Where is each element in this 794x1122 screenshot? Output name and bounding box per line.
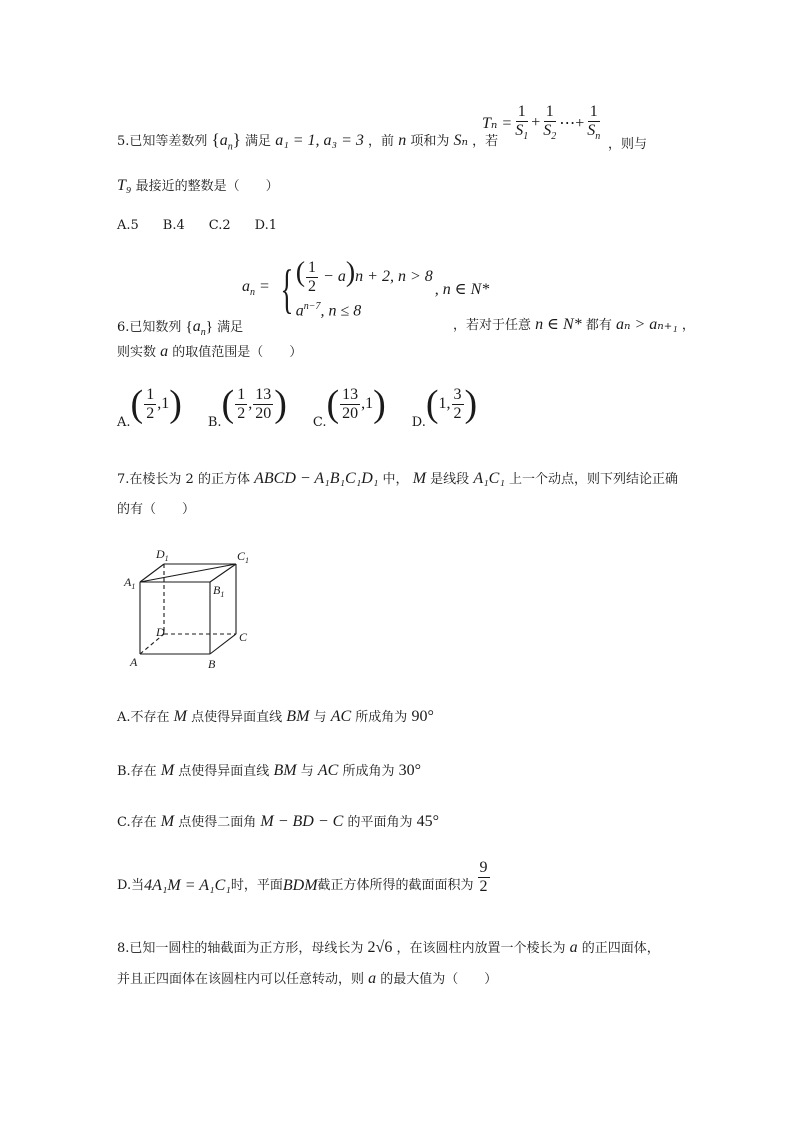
q5-option-a: A.5 <box>117 218 139 233</box>
q7-option-c: C.存在 M 点使得二面角 M − BD − C 的平面角为 45° <box>117 813 440 830</box>
q6-options <box>117 382 477 430</box>
label-A: A <box>130 655 138 669</box>
q6-piecewise: $a_n$ = { ( $\frac{1}{2}$ − a)n + 2, n > 8 $a^{n-7}$, n ≤ 8 , n ∈ N* <box>242 257 490 320</box>
q5-option-d: D.1 <box>254 218 278 233</box>
q5-tail: ，则与 <box>608 137 648 152</box>
diagonal-A1-C1 <box>140 564 236 582</box>
q7-line1 <box>117 468 678 488</box>
q5-S: Sₙ <box>453 132 468 149</box>
q6-a: a <box>160 343 169 360</box>
q5-option-c: C.2 <box>208 218 231 233</box>
label-C: C <box>239 630 248 644</box>
q5-line1 <box>117 130 498 152</box>
q7-option-d: D.当 4A₁M = A₁C₁ 时，平面 BDM 截正方体所得的截面面积为 $\frac{9}{2}$ <box>117 859 488 895</box>
q5-T-formula: Tₙ = $\frac{1}{S_1}$ + $\frac{1}{S_2}$ ⋯+ $\frac{1}{S_n}$ <box>482 103 601 143</box>
q5-ruo: ，若 <box>472 134 499 149</box>
q7-shi: 是线段 <box>430 472 470 487</box>
q6-line2-text: 则实数 <box>117 345 157 360</box>
q7-option-a: A.不存在 M 点使得异面直线 BM 与 AC 所成角为 90° <box>117 708 434 725</box>
q7-cube-name: ABCD − A₁B₁C₁D₁ <box>254 470 379 487</box>
q5-mid: ，前 <box>368 134 395 149</box>
q5-cond: a₁ = 1, a₃ = 3 <box>275 132 364 149</box>
q6-comma: ， <box>681 318 695 333</box>
q6-line1-tail <box>453 314 695 334</box>
q6-cond-text: ，若对于任意 <box>453 318 532 333</box>
q5-mid2: 项和为 <box>410 134 450 149</box>
q6-line1 <box>117 316 243 338</box>
q6-cond-math: n ∈ N* <box>535 316 582 333</box>
q5-T-term3: $\frac{1}{S_n}$ <box>587 103 601 143</box>
q6-option-d: D. ( 1, $\frac{3}{2}$ ) <box>411 383 478 430</box>
q7-zhong: 中， <box>382 472 409 487</box>
q6-prefix: 6.已知数列 <box>117 320 182 335</box>
q5-manzu: 满足 <box>245 134 272 149</box>
q7-line1a: 7.在棱长为 2 的正方体 <box>117 472 250 487</box>
q6-piece2: $a^{n-7}$, n ≤ 8 <box>295 300 362 320</box>
q5-line2-text: 最接近的整数是（ ） <box>135 179 279 194</box>
label-C1: $C_1$ <box>237 549 250 565</box>
q5-T9: T₉ <box>117 177 132 194</box>
edge-B-C <box>210 634 236 654</box>
q6-line2 <box>117 341 302 361</box>
q5-T-lhs: Tₙ = <box>482 115 513 133</box>
cube-figure <box>118 544 258 672</box>
q7-option-b: B.存在 M 点使得异面直线 BM 与 AC 所成角为 30° <box>117 762 422 779</box>
q6-option-b: B. ( $\frac{1}{2}$ , $\frac{13}{20}$ ) <box>207 383 287 430</box>
q6-piece1: ( $\frac{1}{2}$ − a)n + 2, n > 8 <box>295 257 433 295</box>
q5-T-term2: $\frac{1}{S_2}$ <box>543 103 557 143</box>
q5-options <box>117 218 277 233</box>
q7-line1b: 上一个动点，则下列结论正确 <box>509 472 679 487</box>
q8-line2: 并且正四面体在该圆柱内可以任意转动，则 a 的最大值为（ ） <box>117 970 498 987</box>
q6-ineq: aₙ > aₙ₊₁ <box>615 316 678 333</box>
q7-M: M <box>412 470 427 487</box>
q6-option-c: C. ( $\frac{13}{20}$ ,1 ) <box>312 383 386 430</box>
q7-line2: 的有（ ） <box>117 502 196 517</box>
q6-douyou: 都有 <box>585 318 612 333</box>
q5-n: n <box>398 132 407 149</box>
label-B: B <box>208 657 216 671</box>
label-D: D <box>156 625 165 639</box>
label-B1: $B_1$ <box>213 583 225 599</box>
q6-manzu: 满足 <box>217 320 244 335</box>
q8-length: 2√6 <box>367 939 393 956</box>
q5-prefix: 5.已知等差数列 <box>117 134 208 149</box>
q6-option-a: A. ( $\frac{1}{2}$ ,1 ) <box>117 383 182 430</box>
q5-T-term1: $\frac{1}{S_1}$ <box>515 103 529 143</box>
q6-line2-tail: 的取值范围是（ ） <box>172 345 303 360</box>
q6-domain: , n ∈ N* <box>434 280 490 298</box>
q7-seg: A₁C₁ <box>473 470 505 487</box>
q5-option-b: B.4 <box>162 218 185 233</box>
q6-seq: $\{a_n\}$ <box>185 318 213 338</box>
label-D1: $D_1$ <box>156 547 169 563</box>
q8-line1: 8.已知一圆柱的轴截面为正方形，母线长为 2√6 ，在该圆柱内放置一个棱长为 a 的正四面体， <box>117 939 660 956</box>
label-A1: $A_1$ <box>124 575 136 591</box>
q5-line2 <box>117 175 279 195</box>
q5-seq: $\{a_n\}$ <box>211 130 241 153</box>
